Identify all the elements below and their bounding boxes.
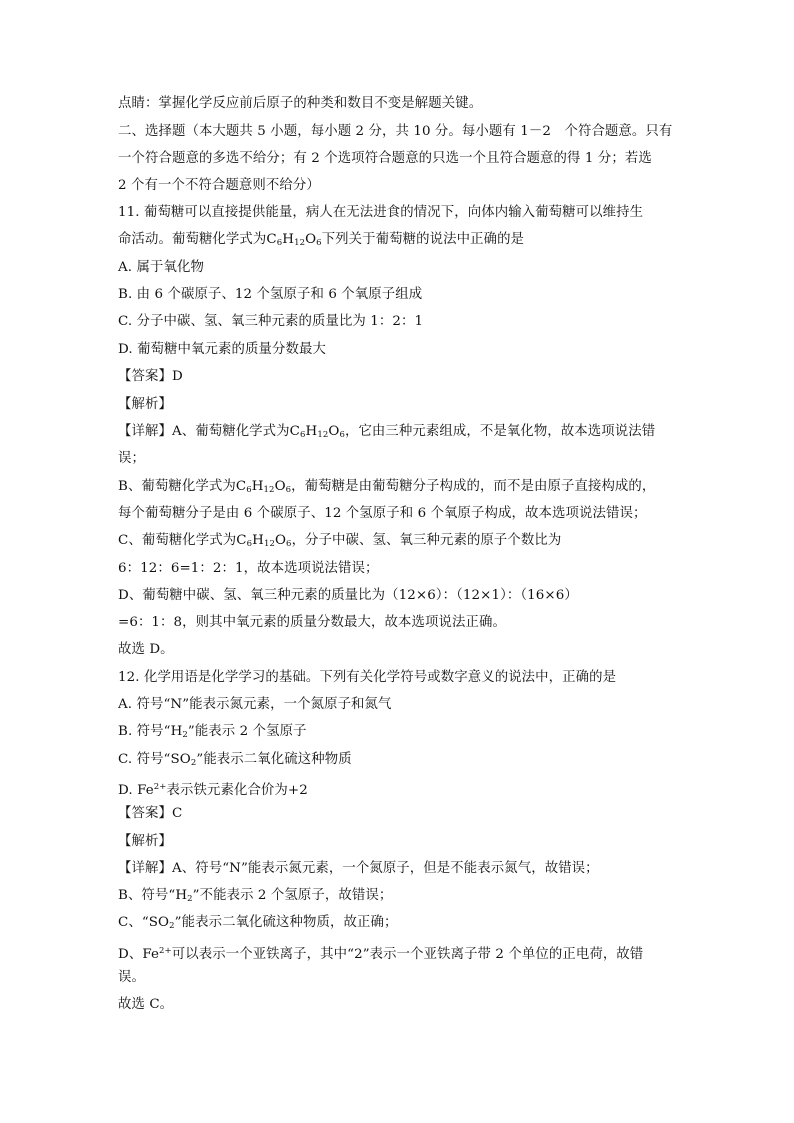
conclusion: 故选 D。 bbox=[118, 642, 174, 657]
analysis-label: 【解析】 bbox=[118, 834, 172, 849]
tip-line: 点睛：掌握化学反应前后原子的种类和数目不变是解题关键。 bbox=[118, 96, 483, 111]
detail-d-cont: 误。 bbox=[118, 970, 145, 985]
section-heading-cont: 2 个有一个不符合题意则不给分） bbox=[118, 178, 320, 193]
detail-a: 【详解】A、符号“N”能表示氮元素，一个氮原子，但是不能表示氮气，故错误； bbox=[118, 861, 599, 876]
glucose-formula: $C_6H_{12}O_6$ bbox=[289, 424, 345, 440]
option-b: B. 符号“$H_2$”能表示 2 个氢原子 bbox=[118, 724, 307, 740]
detail-b-cont: 每个葡萄糖分子是由 6 个碳原子、12 个氢原子和 6 个氧原子构成，故本选项说法错误； bbox=[118, 506, 647, 521]
question-12-stem: 12. 化学用语是化学学习的基础。下列有关化学符号或数字意义的说法中，正确的是 bbox=[118, 670, 617, 685]
glucose-formula: $C_6H_{12}O_6$ bbox=[266, 232, 322, 248]
answer-label: 【答案】D bbox=[118, 369, 183, 384]
glucose-formula: $C_6H_{12}O_6$ bbox=[235, 479, 292, 495]
option-c: C. 符号“$SO_2$”能表示二氧化硫这种物质 bbox=[118, 752, 352, 768]
detail-a-cont: 误； bbox=[118, 451, 145, 466]
analysis-label: 【解析】 bbox=[118, 397, 172, 412]
detail-b: B、葡萄糖化学式为$C_6H_{12}O_6$，葡萄糖是由葡萄糖分子构成的，而不是由原子直接构成的， bbox=[118, 479, 656, 495]
answer-label: 【答案】C bbox=[118, 806, 183, 821]
detail-c: C、“$SO_2$”能表示二氧化硫这种物质，故正确； bbox=[118, 915, 398, 931]
detail-b: B、符号“$H_2$”不能表示 2 个氢原子，故错误； bbox=[118, 888, 393, 904]
detail-d-cont: =6：1：8，则其中氧元素的质量分数最大，故本选项说法正确。 bbox=[118, 615, 506, 630]
question-11-stem-cont: 命活动。葡萄糖化学式为$C_6H_{12}O_6$下列关于葡萄糖的说法中正确的是 bbox=[118, 232, 525, 248]
detail-c-cont: 6：12：6=1：2：1，故本选项说法错误； bbox=[118, 561, 379, 576]
detail-a: 【详解】A、葡萄糖化学式为$C_6H_{12}O_6$，它由三种元素组成，不是氧化物，故本选项说法错 bbox=[118, 424, 656, 440]
option-b: B. 由 6 个碳原子、12 个氢原子和 6 个氧原子组成 bbox=[118, 287, 423, 302]
detail-c: C、葡萄糖化学式为$C_6H_{12}O_6$，分子中碳、氢、氧三种元素的原子个数比为 bbox=[118, 533, 562, 549]
option-a: A. 属于氧化物 bbox=[118, 260, 204, 275]
section-heading: 二、选择题（本大题共 5 小题，每小题 2 分，共 10 分。每小题有 1－2 个符合题意。只有 bbox=[118, 124, 673, 139]
detail-d: D、葡萄糖中碳、氢、氧三种元素的质量比为（12×6）：（12×1）：（16×6） bbox=[118, 588, 578, 603]
conclusion: 故选 C。 bbox=[118, 997, 174, 1012]
option-d: D. $Fe^{2+}$表示铁元素化合价为+2 bbox=[118, 782, 308, 798]
detail-d: D、$Fe^{2+}$可以表示一个亚铁离子，其中“2”表示一个亚铁离子带 2 个单位的正电荷，故错 bbox=[118, 946, 644, 962]
section-heading-cont: 一个符合题意的多选不给分；有 2 个选项符合题意的只选一个且符合题意的得 1 分；若选 bbox=[118, 151, 652, 166]
option-c: C. 分子中碳、氢、氧三种元素的质量比为 1：2：1 bbox=[118, 314, 424, 329]
option-d: D. 葡萄糖中氧元素的质量分数最大 bbox=[118, 342, 326, 357]
option-a: A. 符号“N”能表示氮元素，一个氮原子和氮气 bbox=[118, 697, 392, 712]
question-11-stem: 11. 葡萄糖可以直接提供能量，病人在无法进食的情况下，向体内输入葡萄糖可以维持生 bbox=[118, 205, 644, 220]
glucose-formula: $C_6H_{12}O_6$ bbox=[236, 533, 292, 549]
